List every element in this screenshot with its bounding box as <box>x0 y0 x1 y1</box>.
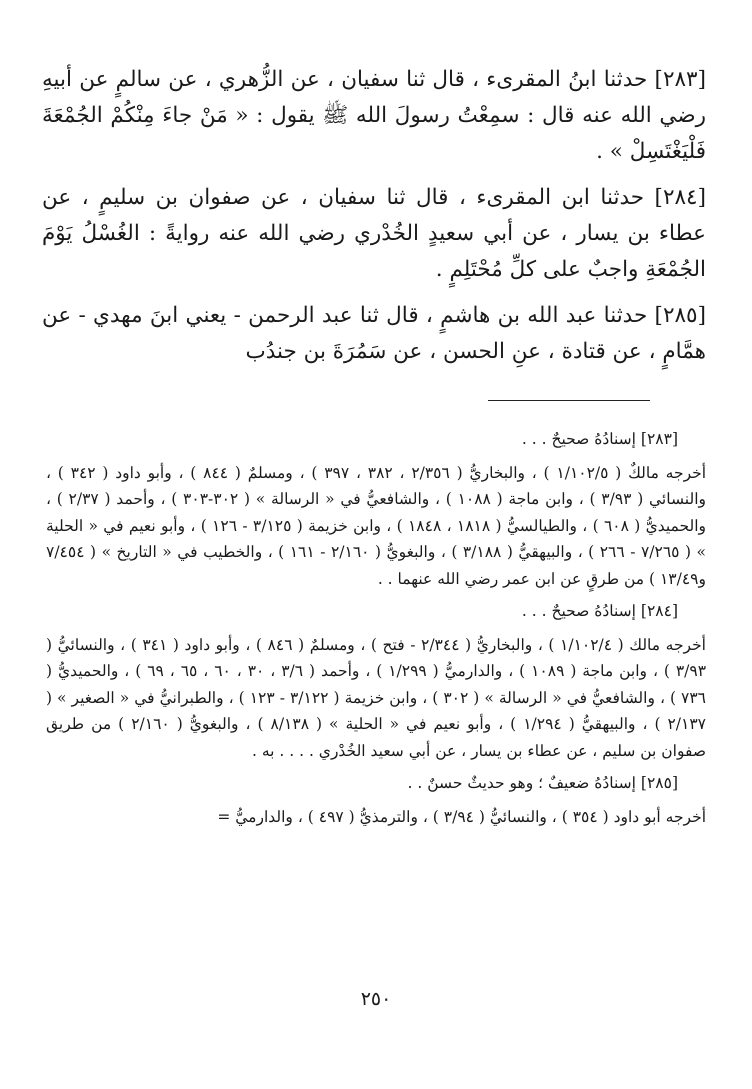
note-284-grading: [٢٨٤] إسنادُهُ صحيحٌ . . . <box>521 602 678 621</box>
note-284-takhrij: أخرجه مالك ( ١/١٠٢/٤ ) ، والبخاريُّ ( ٢/٣٤٤ - فتح ) ، ومسلمٌ ( ٨٤٦ ) ، وأبو داود ( ٣٤١ ) ، والنسائيُّ ( ٣/٩٣ ) ، وابن ماجة ( ١٠٨٩ ) ، والدارميُّ ( ١/٢٩٩ ) ، وأحمد ( ٣/٦ ، ٣٠ ، ٦٠ ، ٦٥ ، ٦٩ ) ، والحميديُّ ( ٧٣٦ ) ، والشافعيُّ في « الرسالة » ( ٣٠٢ ) ، وابن خزيمة ( ٣/١٢٢ - ١٢٣ ) ، والطبرانيُّ في « الصغير » ( ٢/١٣٧ ) ، والبيهقيُّ ( ١/٢٩٤ ) ، وأبو نعيم في « الحلية » ( ٨/١٣٨ ) ، والبغويُّ ( ٢/١٦٠ ) من طريق صفوان بن سليم ، عن عطاء بن يسار ، عن أبي سعيد الخُدْري . . . . به . <box>46 636 707 760</box>
hadith-283: [٢٨٣] حدثنا ابنُ المقرىء ، قال ثنا سفيان ، عن الزُّهري ، عن سالمٍ عن أبيهِ رضي الله عنه قال : سمِعْتُ رسولَ الله ﷺ يقول : « مَنْ جاءَ مِنْكُمْ الجُمْعَةَ فَلْيَغْتَسِلْ » . <box>42 67 706 164</box>
hadith-285: [٢٨٥] حدثنا عبد الله بن هاشمٍ ، قال ثنا عبد الرحمن - يعني ابنَ مهدي - عن همَّامٍ ، عن قتادة ، عنِ الحسن ، عن سَمُرَةَ بن جندُب <box>42 303 706 364</box>
main-text <box>42 62 706 380</box>
note-283-takhrij: أخرجه مالكٌ ( ١/١٠٢/٥ ) ، والبخاريُّ ( ٢/٣٥٦ ، ٣٨٢ ، ٣٩٧ ) ، ومسلمٌ ( ٨٤٤ ) ، وأبو داود ( ٣٤٢ ) ، والنسائي ( ٣/٩٣ ) ، وابن ماجة ( ١٠٨٨ ) ، والشافعيُّ في « الرسالة » ( ٣٠٢-٣٠٣ ) ، وأحمد ( ٢/٣٧ ) ، والحميديُّ ( ٦٠٨ ) ، والطيالسيُّ ( ١٨١٨ ، ١٨٤٨ ) ، وابن خزيمة ( ٣/١٢٥ - ١٢٦ ) ، وأبو نعيم في « الحلية » ( ٧/٢٦٥ - ٢٦٦ ) ، والبيهقيُّ ( ٣/١٨٨ ) ، والبغويُّ ( ٢/١٦٠ - ١٦١ ) ، والخطيب في « التاريخ » ( ٧/٤٥٤ و١٣/٤٩ ) من طرقٍ عن ابن عمر رضي الله عنهما . . <box>46 464 707 588</box>
footnote-divider <box>488 400 650 401</box>
footnotes <box>46 420 706 834</box>
page-number: ٢٥٠ <box>360 988 392 1010</box>
note-283-grading: [٢٨٣] إسنادُهُ صحيحٌ . . . <box>521 430 678 448</box>
hadith-284: [٢٨٤] حدثنا ابن المقرىء ، قال ثنا سفيان ، عن صفوان بن سليمٍ ، عن عطاء بن يسار ، عن أبي سعيدٍ الخُدْري رضي الله عنه روايةً : الغُسْلُ يَوْمَ الجُمْعَةِ واجبٌ على كلِّ مُحْتَلِمٍ . <box>42 185 706 282</box>
note-285-takhrij: أخرجه أبو داود ( ٣٥٤ ) ، والنسائيُّ ( ٣/٩٤ ) ، والترمذيُّ ( ٤٩٧ ) ، والدارميُّ = <box>217 808 706 827</box>
note-285-grading: [٢٨٥] إسنادُهُ ضعيفٌ ؛ وهو حديثٌ حسنٌ . . <box>407 774 678 793</box>
